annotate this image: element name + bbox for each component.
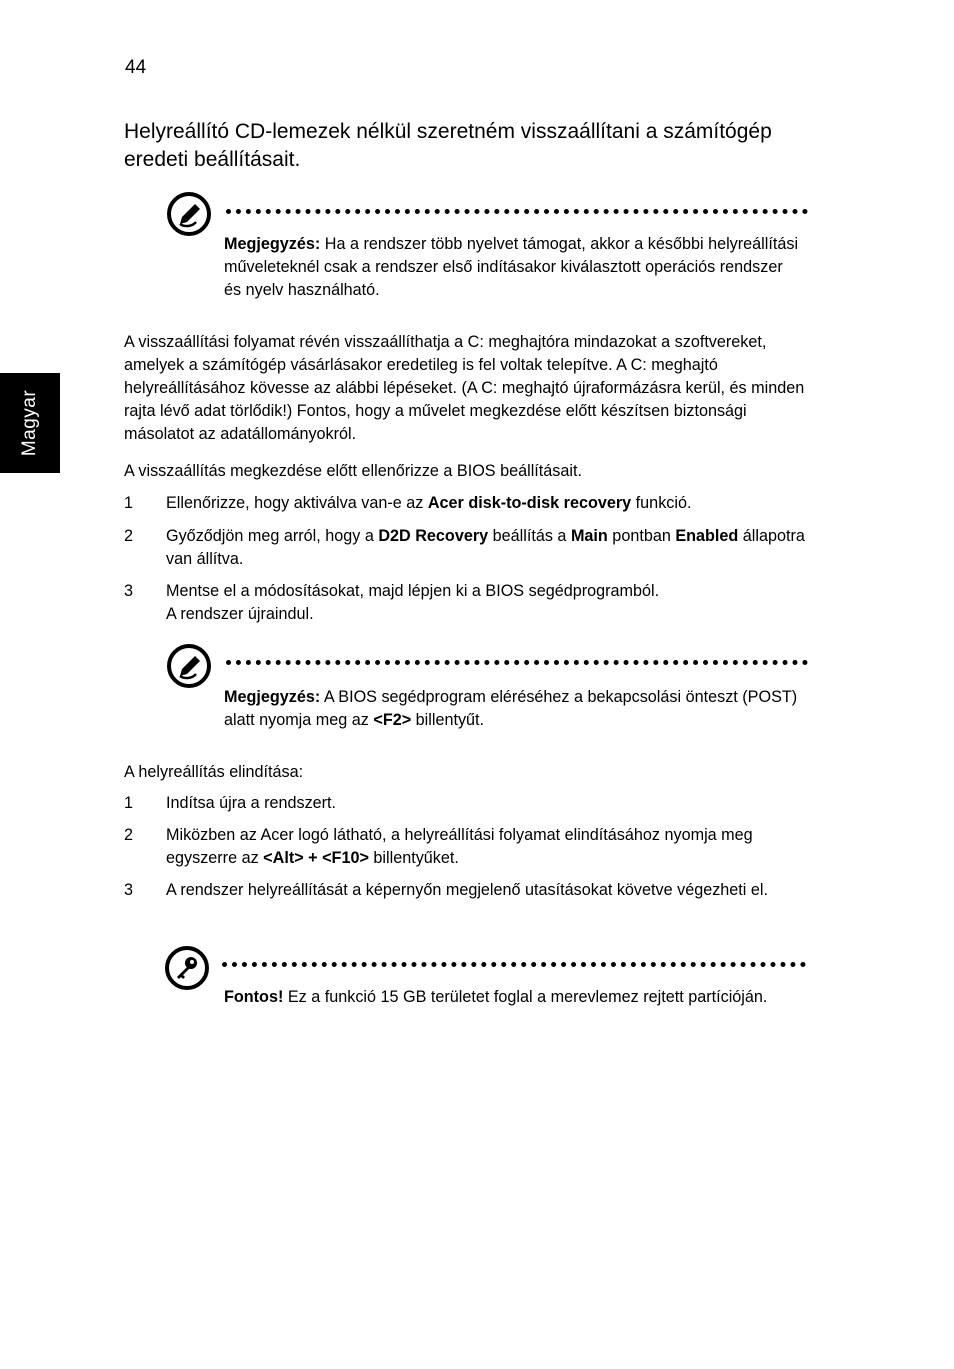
step-text: beállítás a	[488, 527, 571, 545]
note-1-label: Megjegyzés:	[224, 235, 321, 253]
step-text: A rendszer helyreállítását a képernyőn megjelenő utasításokat követve végezheti el.	[166, 881, 768, 899]
list-item	[166, 792, 806, 815]
list-item	[166, 492, 806, 515]
step-number: 1	[124, 494, 134, 512]
side-tab-label: Magyar	[19, 389, 40, 457]
paragraph-recovery-start: A helyreállítás elindítása:	[124, 763, 304, 781]
step-text: A rendszer újraindul.	[166, 605, 314, 623]
paragraph-intro: A visszaállítási folyamat révén visszaállíthatja a C: meghajtóra mindazokat a szoftvereket, amelyek a számítógép vásárlásakor eredetileg is fel voltak telepítve. A C: meghajtó helyreállításához kövesse az alábbi lépéseket. (A C: meghajtó újraformázásra kerül, és minden rajta lévő adat törlődik!) Fontos, hogy a művelet megkezdése előtt készítsen biztonsági másolatot az adatállományokról.	[124, 333, 805, 443]
note-1	[224, 233, 804, 302]
page-heading: Helyreállító CD-lemezek nélkül szeretném visszaállítani a számítógép eredeti beállításait.	[124, 120, 772, 171]
step-text: funkció.	[631, 494, 692, 512]
step-number: 1	[124, 794, 134, 812]
note-3-text: Ez a funkció 15 GB területet foglal a merevlemez rejtett partícióján.	[283, 988, 768, 1006]
step-number: 2	[124, 527, 134, 545]
note-2-label: Megjegyzés:	[224, 688, 321, 706]
note-3	[224, 986, 804, 1009]
note-3-label: Fontos!	[224, 988, 284, 1006]
step-text: állapotra van állítva.	[166, 527, 805, 568]
step-number: 2	[124, 826, 134, 844]
step-text: Győződjön meg arról, hogy a	[166, 527, 379, 545]
step-text: Ellenőrizze, hogy aktiválva van-e az	[166, 494, 428, 512]
note-divider	[226, 209, 808, 214]
step-bold: <Alt> + <F10>	[263, 849, 369, 867]
step-bold: Enabled	[675, 527, 739, 545]
list-item	[166, 580, 806, 626]
note-pencil-icon	[166, 191, 212, 237]
note-divider	[222, 962, 806, 967]
note-2-text: A BIOS segédprogram eléréséhez a bekapcsolási önteszt (POST) alatt nyomja meg az	[224, 688, 798, 729]
note-2	[224, 686, 804, 732]
step-bold: D2D Recovery	[378, 527, 489, 545]
step-text: Indítsa újra a rendszert.	[166, 794, 337, 812]
list-item	[166, 525, 806, 571]
step-text: Mentse el a módosításokat, majd lépjen ki a BIOS segédprogramból.	[166, 582, 660, 600]
language-side-tab	[0, 373, 60, 473]
note-2-text: billentyűt.	[411, 711, 485, 729]
list-item	[166, 879, 806, 902]
page-number: 44	[125, 57, 147, 78]
step-text: billentyűket.	[368, 849, 459, 867]
step-text: Miközben az Acer logó látható, a helyreállítási folyamat elindításához nyomja meg egyszerre az	[166, 826, 753, 867]
note-divider	[226, 660, 808, 665]
note-pencil-icon	[166, 643, 212, 689]
important-key-icon	[164, 945, 210, 991]
list-item	[166, 824, 806, 870]
step-number: 3	[124, 881, 134, 899]
note-1-text: Ha a rendszer több nyelvet támogat, akkor a későbbi helyreállítási műveleteknél csak a rendszer első indításakor kiválasztott operációs rendszer és nyelv használható.	[224, 235, 799, 299]
step-bold: Acer disk-to-disk recovery	[427, 494, 632, 512]
step-text: pontban	[607, 527, 676, 545]
paragraph-bios-check: A visszaállítás megkezdése előtt ellenőrizze a BIOS beállításait.	[124, 462, 582, 480]
step-number: 3	[124, 582, 134, 600]
note-2-key: <F2>	[373, 711, 412, 729]
step-bold: Main	[570, 527, 608, 545]
